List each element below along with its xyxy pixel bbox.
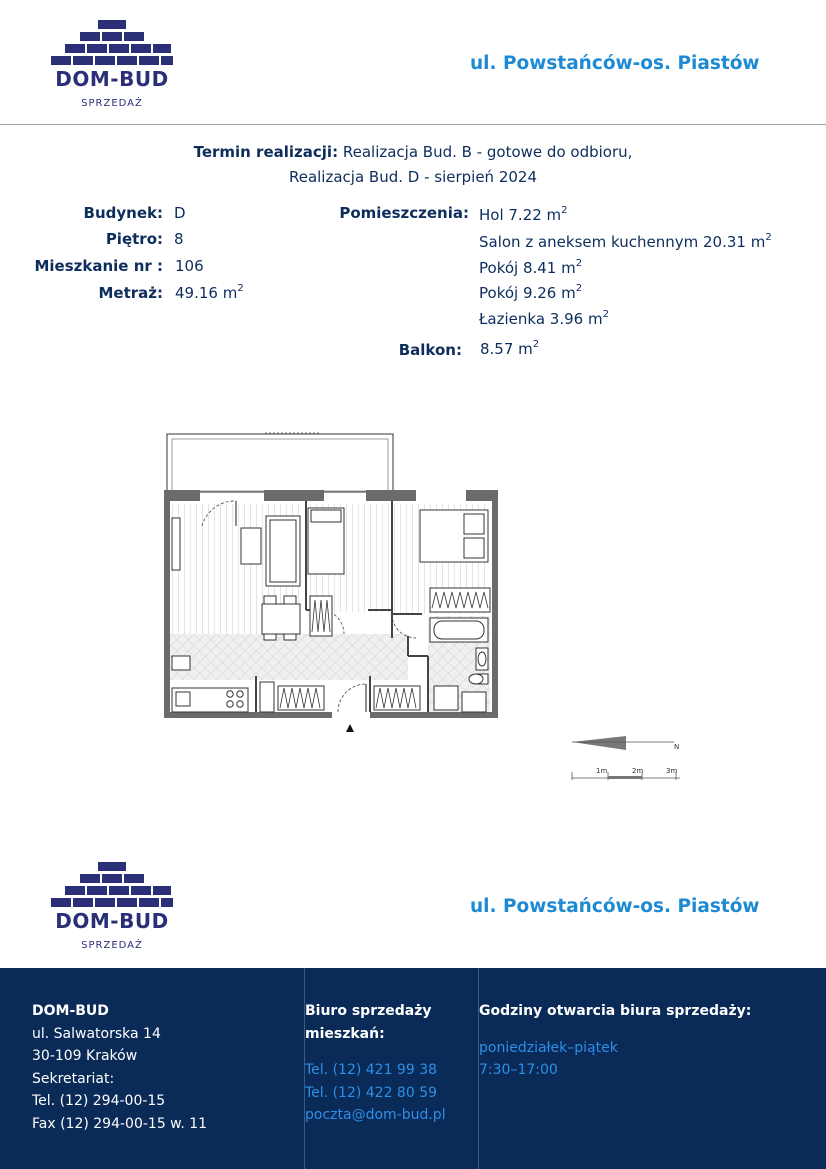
room-item: Pokój 8.41 $m^2$ — [479, 258, 583, 277]
area-value: 49.16 $m^2$ — [175, 283, 244, 302]
office-phone-link[interactable]: Tel. (12) 422 80 59 — [305, 1084, 438, 1101]
footer-secretariat: Sekretariat: — [32, 1070, 115, 1087]
wall-left — [164, 490, 170, 718]
term-label: Termin realizacji: — [193, 143, 339, 161]
wall-bottom-right — [370, 712, 498, 718]
hours-time: 7:30–17:00 — [479, 1062, 558, 1078]
footer-hours — [479, 1000, 751, 1082]
footer-company-name: DOM-BUD — [32, 1003, 109, 1019]
brand-name: DOM-BUD — [55, 909, 169, 933]
flat-value: 106 — [175, 257, 204, 275]
wardrobe-2 — [430, 588, 490, 612]
footer-street: ul. Salwatorska 14 — [32, 1025, 161, 1042]
room-item: Salon z aneksem kuchennym 20.31 $m^2$ — [479, 232, 772, 251]
hall-floor — [170, 634, 408, 680]
footer — [0, 968, 826, 1169]
brick-logo-icon — [51, 20, 173, 66]
washing-machine — [434, 686, 458, 710]
scale-mark: 3m — [666, 767, 678, 775]
brand-subtitle: SPRZEDAŻ — [81, 940, 143, 951]
room-item: Łazienka 3.96 $m^2$ — [479, 309, 609, 328]
footer-company — [32, 1000, 207, 1135]
header-divider — [0, 124, 826, 125]
wall-bottom-left — [164, 712, 332, 718]
address-top: ul. Powstańców-os. Piastów — [470, 53, 760, 74]
floor-value: 8 — [174, 230, 184, 248]
scale-mark: 1m — [596, 767, 608, 775]
address-bottom: ul. Powstańców-os. Piastów — [470, 896, 760, 917]
footer-office — [305, 1000, 446, 1127]
dining-table — [262, 604, 300, 634]
logo-top — [42, 20, 182, 109]
office-email-link[interactable]: poczta@dom-bud.pl — [305, 1107, 446, 1123]
brick-logo-icon — [51, 862, 173, 908]
room-item: Pokój 9.26 $m^2$ — [479, 283, 583, 302]
term-value-1: Realizacja Bud. B - gotowe do odbioru, — [342, 143, 633, 161]
brand-subtitle: SPRZEDAŻ — [81, 98, 143, 109]
floor-plan — [160, 430, 505, 740]
term-line-1 — [0, 140, 826, 165]
brand-name: DOM-BUD — [55, 67, 169, 91]
logo-bottom — [42, 862, 182, 951]
building-value: D — [174, 204, 186, 222]
wall-top-mid2 — [366, 490, 416, 501]
shelf — [172, 518, 180, 570]
floor-label: Piętro: — [105, 230, 163, 248]
term-line-2: Realizacja Bud. D - sierpień 2024 — [288, 168, 538, 186]
scale-mark: 2m — [632, 767, 644, 775]
scale-bar — [568, 736, 688, 786]
office-title: Biuro sprzedaży — [305, 1003, 432, 1019]
north-label: N — [674, 743, 680, 751]
wall-top-mid — [264, 490, 324, 501]
balcony-value: 8.57 $m^2$ — [480, 339, 540, 358]
footer-city: 30-109 Kraków — [32, 1048, 138, 1064]
hours-title: Godziny otwarcia biura sprzedaży: — [479, 1003, 752, 1019]
building-label: Budynek: — [83, 204, 163, 222]
north-arrow-icon — [572, 736, 626, 750]
room-item: Hol 7.22 $m^2$ — [479, 205, 568, 224]
armchair — [241, 528, 261, 564]
rooms-label: Pomieszczenia: — [339, 204, 469, 222]
wall-right — [492, 490, 498, 718]
flat-label: Mieszkanie nr : — [34, 257, 163, 275]
area-label: Metraż: — [98, 284, 163, 302]
office-phone-link[interactable]: Tel. (12) 421 99 38 — [305, 1062, 438, 1078]
hours-days: poniedziałek–piątek — [479, 1039, 618, 1056]
footer-fax: Fax (12) 294-00-15 w. 11 — [32, 1115, 208, 1132]
balcony-area — [167, 434, 393, 492]
footer-tel: Tel. (12) 294-00-15 — [32, 1093, 166, 1109]
entrance-arrow-icon — [346, 724, 354, 732]
office-title-2: mieszkań: — [305, 1025, 385, 1042]
balcony-label: Balkon: — [398, 341, 462, 359]
